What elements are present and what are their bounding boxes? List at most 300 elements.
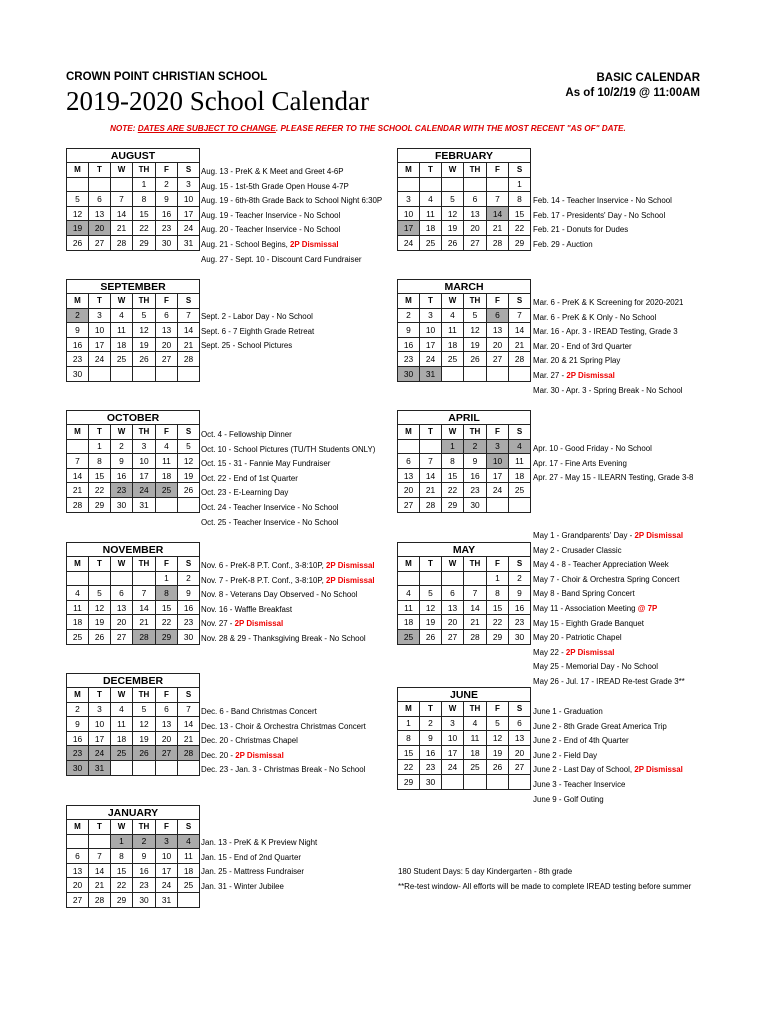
day-cell: 30 <box>398 366 420 381</box>
event-item <box>533 677 685 686</box>
day-cell: 19 <box>178 468 200 483</box>
day-cell: 7 <box>420 454 442 469</box>
day-cell: 5 <box>133 702 156 717</box>
day-cell: 16 <box>178 600 200 615</box>
day-cell: 15 <box>89 468 111 483</box>
day-cell: 31 <box>89 760 111 775</box>
event-text: Oct. 24 - Teacher Inservice - No School <box>201 503 339 512</box>
day-cell: 24 <box>133 483 156 498</box>
month-name: FEBRUARY <box>398 149 531 163</box>
day-cell: 12 <box>442 206 464 221</box>
day-cell: 30 <box>111 497 133 512</box>
day-cell: 26 <box>133 746 156 761</box>
day-cell: 24 <box>156 878 178 893</box>
day-cell: 12 <box>464 323 487 338</box>
month-april <box>397 410 531 513</box>
day-cell: 14 <box>178 323 200 338</box>
day-cell: 31 <box>178 235 200 250</box>
day-cell: 18 <box>420 221 442 236</box>
event-text: Aug. 27 - Sept. 10 - Discount Card Fundraiser <box>201 254 362 264</box>
weekday-header: M <box>398 294 420 309</box>
event-item <box>533 619 644 628</box>
day-cell: 12 <box>89 600 111 615</box>
calendar-version <box>565 71 700 101</box>
event-item <box>533 751 597 760</box>
change-note <box>110 124 626 133</box>
event-text: Mar. 16 - Apr. 3 - IREAD Testing, Grade 3 <box>533 327 678 337</box>
day-cell: 29 <box>111 892 133 907</box>
day-cell: 26 <box>487 760 509 775</box>
event-text: Sept. 6 - 7 Eighth Grade Retreat <box>201 326 315 336</box>
event-item <box>533 196 672 205</box>
month-march <box>397 279 531 382</box>
weekday-header: TH <box>464 163 487 178</box>
day-cell: 13 <box>398 468 420 483</box>
day-cell: 2 <box>398 308 420 323</box>
empty-cell <box>89 834 111 849</box>
day-cell: 26 <box>442 235 464 250</box>
dismissal-highlight: 2P Dismissal <box>566 371 615 380</box>
day-cell: 12 <box>133 717 156 732</box>
day-cell: 18 <box>442 337 464 352</box>
event-text: Oct. 23 - E-Learning Day <box>201 488 289 498</box>
day-cell: 9 <box>133 849 156 864</box>
event-item <box>533 371 615 380</box>
month-september <box>66 279 200 382</box>
event-item <box>201 327 314 336</box>
day-cell: 6 <box>398 454 420 469</box>
weekday-header: S <box>178 163 200 178</box>
event-text: Oct. 25 - Teacher Inservice - No School <box>201 517 339 527</box>
day-cell: 13 <box>442 600 464 615</box>
event-item <box>533 604 657 613</box>
day-cell: 7 <box>111 192 133 207</box>
day-cell: 30 <box>67 760 89 775</box>
day-cell: 8 <box>509 192 531 207</box>
retest-note: **Re-test window- All efforts will be made to complete IREAD testing before summer <box>398 882 692 891</box>
event-text: Aug. 20 - Teacher Inservice - No School <box>201 225 341 235</box>
day-cell: 15 <box>442 468 464 483</box>
school-name: CROWN POINT CHRISTIAN SCHOOL <box>66 71 268 83</box>
event-text: Sept. 2 - Labor Day - No School <box>201 312 313 321</box>
empty-cell <box>133 571 156 586</box>
day-cell: 31 <box>133 497 156 512</box>
day-cell: 1 <box>398 716 420 731</box>
day-cell: 30 <box>156 235 178 250</box>
weekday-header: S <box>178 294 200 309</box>
day-cell: 10 <box>89 323 111 338</box>
day-cell: 22 <box>133 221 156 236</box>
event-item <box>201 765 365 774</box>
day-cell: 11 <box>178 849 200 864</box>
day-cell: 27 <box>442 629 464 644</box>
day-cell: 31 <box>156 892 178 907</box>
as-of-date: As of 10/2/19 @ 11:00AM <box>565 87 700 99</box>
dismissal-highlight: 2P Dismissal <box>290 240 339 249</box>
day-cell: 20 <box>111 615 133 630</box>
event-text: Mar. 20 - End of 3rd Quarter <box>533 341 632 351</box>
day-cell: 17 <box>178 206 200 221</box>
day-cell: 28 <box>133 629 156 644</box>
empty-cell <box>89 571 111 586</box>
day-cell: 30 <box>464 497 487 512</box>
day-cell: 6 <box>464 192 487 207</box>
event-item <box>533 444 652 453</box>
day-cell: 28 <box>111 235 133 250</box>
day-cell: 23 <box>67 746 89 761</box>
day-cell: 19 <box>442 221 464 236</box>
empty-cell <box>487 366 509 381</box>
day-cell: 26 <box>420 629 442 644</box>
day-cell: 11 <box>442 323 464 338</box>
weekday-header: T <box>89 688 111 703</box>
day-cell: 14 <box>67 468 89 483</box>
event-text: Apr. 27 - May 15 - ILEARN Testing, Grade 3-8 <box>533 473 694 483</box>
day-cell: 19 <box>67 221 89 236</box>
day-cell: 16 <box>133 863 156 878</box>
day-cell: 31 <box>420 366 442 381</box>
empty-cell <box>156 760 178 775</box>
day-cell: 8 <box>89 454 111 469</box>
day-cell: 11 <box>509 454 531 469</box>
empty-cell <box>133 760 156 775</box>
event-item <box>201 736 298 745</box>
day-cell: 27 <box>67 892 89 907</box>
event-item <box>201 430 292 439</box>
event-text: Feb. 17 - Presidents' Day - No School <box>533 210 666 220</box>
day-cell: 6 <box>67 849 89 864</box>
weekday-header: F <box>156 294 178 309</box>
day-cell: 29 <box>156 629 178 644</box>
empty-cell <box>509 497 531 512</box>
event-text: May 22 - <box>533 647 566 657</box>
weekday-header: TH <box>133 425 156 440</box>
event-text: Dec. 6 - Band Christmas Concert <box>201 707 317 716</box>
month-november <box>66 542 200 645</box>
weekday-header: M <box>67 688 89 703</box>
day-cell: 24 <box>442 760 464 775</box>
day-cell: 3 <box>89 308 111 323</box>
empty-cell <box>67 834 89 849</box>
weekday-header: S <box>178 688 200 703</box>
day-cell: 25 <box>420 235 442 250</box>
weekday-header: F <box>487 702 509 717</box>
month-june <box>397 687 531 790</box>
event-text: Nov. 27 - <box>201 619 235 629</box>
event-text: Oct. 15 - 31 - Fannie May Fundraiser <box>201 459 331 469</box>
month-august <box>66 148 200 251</box>
day-cell: 11 <box>398 600 420 615</box>
day-cell: 19 <box>487 745 509 760</box>
dismissal-highlight: 2P Dismissal <box>326 561 375 570</box>
day-cell: 16 <box>67 731 89 746</box>
empty-cell <box>442 366 464 381</box>
empty-cell <box>178 366 200 381</box>
day-cell: 2 <box>178 571 200 586</box>
weekday-header: M <box>398 163 420 178</box>
event-item <box>533 560 669 569</box>
empty-cell <box>398 177 420 192</box>
day-cell: 29 <box>89 497 111 512</box>
day-cell: 4 <box>111 702 133 717</box>
event-text: Nov. 28 & 29 - Thanksgiving Break - No School <box>201 634 366 643</box>
weekday-header: M <box>67 425 89 440</box>
weekday-header: T <box>89 163 111 178</box>
event-text: Aug. 19 - Teacher Inservice - No School <box>201 210 341 220</box>
day-cell: 12 <box>67 206 89 221</box>
event-item <box>201 196 382 205</box>
day-cell: 16 <box>398 337 420 352</box>
day-cell: 14 <box>178 717 200 732</box>
day-cell: 18 <box>509 468 531 483</box>
day-cell: 4 <box>398 586 420 601</box>
day-cell: 6 <box>487 308 509 323</box>
day-cell: 28 <box>178 352 200 367</box>
event-item <box>533 546 622 555</box>
day-cell: 16 <box>464 468 487 483</box>
event-text: June 2 - End of 4th Quarter <box>533 736 629 746</box>
day-cell: 25 <box>156 483 178 498</box>
day-cell: 21 <box>487 221 509 236</box>
event-item <box>533 707 603 716</box>
weekday-header: T <box>89 820 111 835</box>
day-cell: 9 <box>67 323 89 338</box>
day-cell: 29 <box>398 774 420 789</box>
day-cell: 22 <box>442 483 464 498</box>
empty-cell <box>89 366 111 381</box>
page-title: 2019-2020 School Calendar <box>66 86 369 116</box>
day-cell: 17 <box>89 337 111 352</box>
weekday-header: W <box>442 702 464 717</box>
day-cell: 14 <box>89 863 111 878</box>
day-cell: 15 <box>156 600 178 615</box>
event-item <box>533 765 683 774</box>
note-prefix: NOTE: <box>110 124 138 133</box>
day-cell: 12 <box>133 323 156 338</box>
weekday-header: T <box>420 702 442 717</box>
note-underlined: DATES ARE SUBJECT TO CHANGE <box>137 124 276 133</box>
weekday-header: W <box>111 820 133 835</box>
day-cell: 8 <box>398 731 420 746</box>
day-cell: 4 <box>178 834 200 849</box>
day-cell: 2 <box>67 702 89 717</box>
weekday-header: T <box>420 557 442 572</box>
weekday-header: F <box>487 294 509 309</box>
day-cell: 14 <box>464 600 487 615</box>
day-cell: 8 <box>487 586 509 601</box>
day-cell: 2 <box>67 308 89 323</box>
day-cell: 5 <box>420 586 442 601</box>
event-item <box>201 576 375 585</box>
day-cell: 10 <box>487 454 509 469</box>
day-cell: 2 <box>420 716 442 731</box>
day-cell: 5 <box>442 192 464 207</box>
event-item <box>201 722 366 731</box>
empty-cell <box>442 571 464 586</box>
weekday-header: W <box>442 163 464 178</box>
day-cell: 21 <box>111 221 133 236</box>
weekday-header: TH <box>133 163 156 178</box>
dismissal-highlight: 2P Dismissal <box>634 531 684 540</box>
event-text: Aug. 19 - 6th-8th Grade Back to School Night 6:30P <box>201 196 383 206</box>
student-days-note: 180 Student Days: 5 day Kindergarten - 8th grade <box>398 867 573 876</box>
empty-cell <box>464 571 487 586</box>
day-cell: 3 <box>133 439 156 454</box>
weekday-header: M <box>398 557 420 572</box>
day-cell: 7 <box>67 454 89 469</box>
day-cell: 3 <box>487 439 509 454</box>
empty-cell <box>178 892 200 907</box>
day-cell: 23 <box>111 483 133 498</box>
day-cell: 26 <box>67 235 89 250</box>
day-cell: 20 <box>398 483 420 498</box>
day-cell: 12 <box>420 600 442 615</box>
day-cell: 25 <box>111 746 133 761</box>
day-cell: 16 <box>509 600 531 615</box>
day-cell: 28 <box>509 352 531 367</box>
day-cell: 13 <box>67 863 89 878</box>
day-cell: 23 <box>420 760 442 775</box>
event-item <box>533 342 632 351</box>
weekday-header: S <box>178 557 200 572</box>
day-cell: 28 <box>487 235 509 250</box>
event-text: Mar. 20 & 21 Spring Play <box>533 356 621 366</box>
day-cell: 25 <box>509 483 531 498</box>
month-name: NOVEMBER <box>67 543 200 557</box>
day-cell: 17 <box>156 863 178 878</box>
day-cell: 14 <box>509 323 531 338</box>
weekday-header: W <box>442 425 464 440</box>
day-cell: 1 <box>509 177 531 192</box>
day-cell: 7 <box>178 702 200 717</box>
event-text: June 3 - Teacher Inservice <box>533 780 626 789</box>
event-text: Dec. 20 - <box>201 750 236 760</box>
empty-cell <box>464 366 487 381</box>
day-cell: 28 <box>67 497 89 512</box>
day-cell: 1 <box>487 571 509 586</box>
note-suffix: . PLEASE REFER TO THE SCHOOL CALENDAR WITH THE MOST RECENT "AS OF" DATE. <box>275 124 626 133</box>
day-cell: 18 <box>111 731 133 746</box>
weekday-header: M <box>398 425 420 440</box>
event-item <box>201 751 284 760</box>
day-cell: 20 <box>89 221 111 236</box>
event-item <box>201 211 340 220</box>
month-name: MAY <box>398 543 531 557</box>
day-cell: 8 <box>442 454 464 469</box>
day-cell: 27 <box>156 352 178 367</box>
day-cell: 17 <box>420 337 442 352</box>
day-cell: 20 <box>67 878 89 893</box>
day-cell: 15 <box>487 600 509 615</box>
event-text: Mar. 27 - <box>533 371 567 380</box>
empty-cell <box>89 177 111 192</box>
month-name: MARCH <box>398 280 531 294</box>
day-cell: 10 <box>133 454 156 469</box>
event-text: Nov. 6 - PreK-8 P.T. Conf., 3-8:10P, <box>201 561 326 570</box>
day-cell: 15 <box>133 206 156 221</box>
dismissal-highlight: 2P Dismissal <box>235 750 284 760</box>
event-item <box>533 780 625 789</box>
event-item <box>201 341 292 350</box>
day-cell: 21 <box>89 878 111 893</box>
weekday-header: TH <box>464 294 487 309</box>
day-cell: 28 <box>464 629 487 644</box>
weekday-header: F <box>487 163 509 178</box>
month-name: SEPTEMBER <box>67 280 200 294</box>
day-cell: 27 <box>111 629 133 644</box>
event-item <box>533 225 628 234</box>
event-text: Jan. 25 - Mattress Fundraiser <box>201 867 305 877</box>
day-cell: 15 <box>398 745 420 760</box>
day-cell: 29 <box>509 235 531 250</box>
event-item <box>201 707 317 716</box>
day-cell: 30 <box>509 629 531 644</box>
day-cell: 10 <box>398 206 420 221</box>
day-cell: 17 <box>133 468 156 483</box>
day-cell: 7 <box>178 308 200 323</box>
month-name: OCTOBER <box>67 411 200 425</box>
day-cell: 28 <box>178 746 200 761</box>
weekday-header: M <box>67 163 89 178</box>
day-cell: 24 <box>89 746 111 761</box>
weekday-header: S <box>509 425 531 440</box>
day-cell: 2 <box>464 439 487 454</box>
day-cell: 9 <box>398 323 420 338</box>
day-cell: 20 <box>442 615 464 630</box>
event-item <box>533 648 614 657</box>
day-cell: 8 <box>111 849 133 864</box>
weekday-header: M <box>67 557 89 572</box>
day-cell: 12 <box>487 731 509 746</box>
event-item <box>533 313 656 322</box>
weekday-header: W <box>442 294 464 309</box>
event-item <box>533 298 683 307</box>
day-cell: 4 <box>442 308 464 323</box>
empty-cell <box>487 497 509 512</box>
day-cell: 21 <box>133 615 156 630</box>
dismissal-highlight: 2P Dismissal <box>634 765 683 775</box>
day-cell: 26 <box>133 352 156 367</box>
day-cell: 27 <box>464 235 487 250</box>
day-cell: 29 <box>442 497 464 512</box>
weekday-header: TH <box>133 294 156 309</box>
empty-cell <box>67 177 89 192</box>
day-cell: 17 <box>398 221 420 236</box>
day-cell: 9 <box>509 586 531 601</box>
day-cell: 27 <box>89 235 111 250</box>
event-text: June 9 - Golf Outing <box>533 794 604 804</box>
event-text: Mar. 30 - Apr. 3 - Spring Break - No School <box>533 385 683 395</box>
event-item <box>533 722 667 731</box>
day-cell: 23 <box>156 221 178 236</box>
day-cell: 14 <box>111 206 133 221</box>
day-cell: 4 <box>420 192 442 207</box>
event-text: May 25 - Memorial Day - No School <box>533 662 658 672</box>
day-cell: 21 <box>509 337 531 352</box>
event-text: May 2 - Crusader Classic <box>533 545 622 555</box>
day-cell: 21 <box>464 615 487 630</box>
weekday-header: S <box>178 425 200 440</box>
event-text: Mar. 6 - PreK & K Screening for 2020-2021 <box>533 298 684 307</box>
event-text: Feb. 21 - Donuts for Dudes <box>533 225 629 235</box>
day-cell: 24 <box>89 352 111 367</box>
day-cell: 25 <box>111 352 133 367</box>
day-cell: 18 <box>156 468 178 483</box>
day-cell: 7 <box>133 586 156 601</box>
day-cell: 16 <box>420 745 442 760</box>
empty-cell <box>464 177 487 192</box>
day-cell: 22 <box>89 483 111 498</box>
